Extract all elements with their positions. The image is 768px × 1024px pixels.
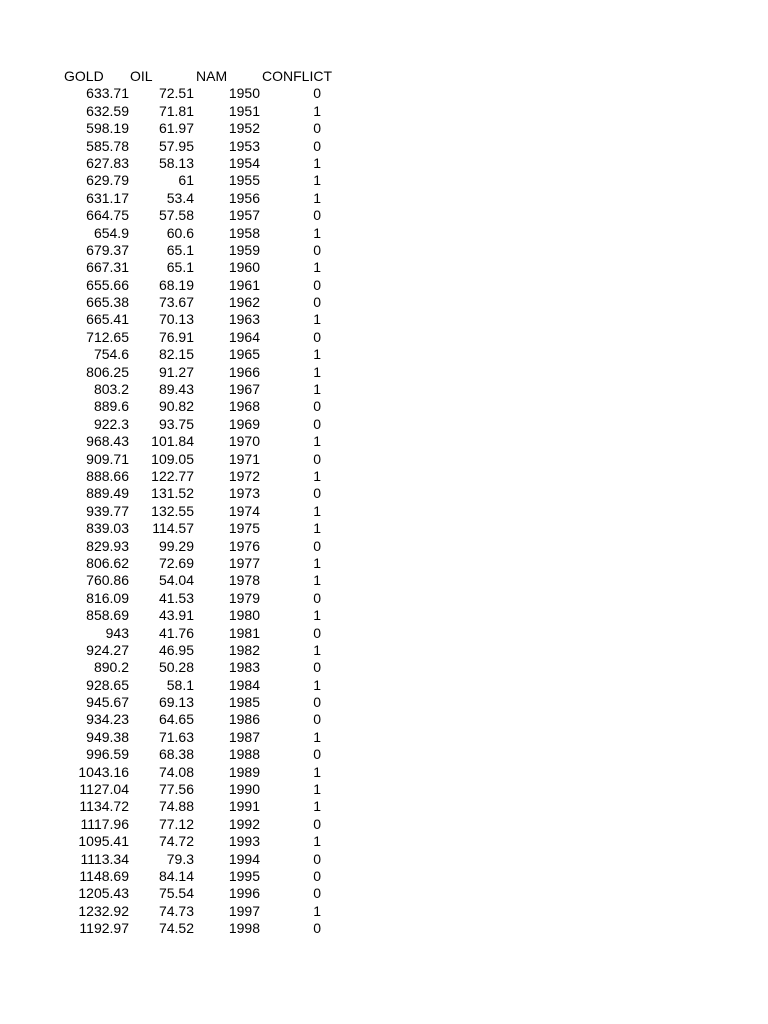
gold-cell: 679.37 (86, 241, 129, 258)
conflict-cell: 1 (313, 763, 321, 780)
table-row (64, 746, 326, 763)
table-row (64, 677, 326, 694)
conflict-cell: 1 (313, 607, 321, 624)
gold-cell: 858.69 (86, 607, 129, 624)
table-row (64, 225, 326, 242)
oil-cell: 82.15 (158, 346, 194, 363)
nam-cell: 1953 (228, 137, 260, 154)
conflict-cell: 1 (313, 433, 321, 450)
nam-cell: 1998 (228, 920, 260, 937)
nam-cell: 1988 (228, 746, 260, 763)
gold-cell: 803.2 (93, 381, 129, 398)
table-row (64, 277, 326, 294)
table-row (64, 207, 326, 224)
nam-cell: 1958 (228, 224, 260, 241)
gold-cell: 655.66 (86, 276, 129, 293)
conflict-cell: 1 (313, 224, 321, 241)
conflict-cell: 1 (313, 381, 321, 398)
oil-cell: 58.1 (166, 676, 194, 693)
nam-cell: 1984 (228, 676, 260, 693)
conflict-cell: 0 (313, 589, 321, 606)
table-row (64, 259, 326, 276)
table-row (64, 764, 326, 781)
gold-cell: 585.78 (86, 137, 129, 154)
table-row (64, 694, 326, 711)
conflict-cell: 1 (313, 189, 321, 206)
oil-cell: 74.72 (158, 833, 194, 850)
table-row (64, 381, 326, 398)
gold-cell: 633.71 (86, 85, 129, 102)
table-row (64, 103, 326, 120)
oil-cell: 91.27 (158, 363, 194, 380)
table-row (64, 642, 326, 659)
nam-cell: 1979 (228, 589, 260, 606)
gold-cell: 1205.43 (78, 885, 129, 902)
gold-cell: 1095.41 (78, 833, 129, 850)
table-row (64, 398, 326, 415)
table-row (64, 311, 326, 328)
nam-cell: 1954 (228, 154, 260, 171)
gold-cell: 665.41 (86, 311, 129, 328)
oil-cell: 72.69 (158, 554, 194, 571)
table-row (64, 138, 326, 155)
oil-cell: 93.75 (158, 415, 194, 432)
oil-cell: 61 (178, 172, 194, 189)
nam-cell: 1995 (228, 867, 260, 884)
table-row (64, 520, 326, 537)
conflict-cell: 1 (313, 641, 321, 658)
oil-cell: 41.53 (158, 589, 194, 606)
conflict-cell: 0 (313, 85, 321, 102)
gold-cell: 1148.69 (79, 867, 129, 884)
table-row (64, 85, 326, 102)
table-row (64, 190, 326, 207)
nam-cell: 1967 (228, 381, 260, 398)
conflict-cell: 0 (313, 694, 321, 711)
table-row (64, 659, 326, 676)
gold-cell: 1134.72 (79, 798, 129, 815)
table-row (64, 920, 326, 937)
nam-cell: 1963 (228, 311, 260, 328)
table-row (64, 625, 326, 642)
oil-cell: 109.05 (151, 450, 194, 467)
nam-cell: 1973 (228, 485, 260, 502)
table-row (64, 555, 326, 572)
oil-cell: 79.3 (166, 850, 194, 867)
conflict-cell: 0 (313, 120, 321, 137)
oil-cell: 61.97 (158, 120, 194, 137)
gold-cell: 943 (105, 624, 129, 641)
conflict-cell: 1 (313, 363, 321, 380)
nam-cell: 1971 (228, 450, 260, 467)
conflict-cell: 1 (313, 346, 321, 363)
gold-cell: 890.2 (93, 659, 129, 676)
oil-cell: 43.91 (158, 607, 194, 624)
conflict-cell: 0 (313, 885, 321, 902)
column-header-conflict: CONFLICT (262, 68, 332, 84)
nam-cell: 1992 (228, 815, 260, 832)
table-row (64, 781, 326, 798)
conflict-cell: 1 (313, 572, 321, 589)
conflict-cell: 0 (313, 746, 321, 763)
table-header-row (64, 68, 332, 85)
gold-cell: 1127.04 (79, 781, 129, 798)
oil-cell: 89.43 (158, 381, 194, 398)
nam-cell: 1990 (228, 781, 260, 798)
oil-cell: 58.13 (158, 154, 194, 171)
conflict-cell: 0 (313, 328, 321, 345)
nam-cell: 1986 (228, 711, 260, 728)
nam-cell: 1965 (228, 346, 260, 363)
nam-cell: 1977 (228, 554, 260, 571)
table-row (64, 155, 326, 172)
conflict-cell: 1 (313, 902, 321, 919)
table-row (64, 833, 326, 850)
conflict-cell: 1 (313, 833, 321, 850)
oil-cell: 101.84 (151, 433, 194, 450)
nam-cell: 1966 (228, 363, 260, 380)
table-row (64, 451, 326, 468)
oil-cell: 57.58 (158, 207, 194, 224)
nam-cell: 1976 (228, 537, 260, 554)
nam-cell: 1951 (228, 102, 260, 119)
nam-cell: 1993 (228, 833, 260, 850)
nam-cell: 1989 (228, 763, 260, 780)
nam-cell: 1980 (228, 607, 260, 624)
nam-cell: 1983 (228, 659, 260, 676)
conflict-cell: 0 (313, 815, 321, 832)
oil-cell: 41.76 (158, 624, 194, 641)
conflict-cell: 0 (313, 294, 321, 311)
oil-cell: 131.52 (151, 485, 194, 502)
conflict-cell: 1 (313, 520, 321, 537)
table-row (64, 851, 326, 868)
gold-cell: 712.65 (86, 328, 129, 345)
conflict-cell: 1 (313, 467, 321, 484)
oil-cell: 77.56 (158, 781, 194, 798)
nam-cell: 1975 (228, 520, 260, 537)
nam-cell: 1957 (228, 207, 260, 224)
table-row (64, 329, 326, 346)
gold-cell: 816.09 (86, 589, 129, 606)
table-body (64, 85, 326, 937)
oil-cell: 68.38 (158, 746, 194, 763)
nam-cell: 1959 (228, 241, 260, 258)
oil-cell: 72.51 (158, 85, 194, 102)
nam-cell: 1968 (228, 398, 260, 415)
table-row (64, 468, 326, 485)
table-row (64, 416, 326, 433)
nam-cell: 1972 (228, 467, 260, 484)
gold-cell: 922.3 (93, 415, 129, 432)
nam-cell: 1960 (228, 259, 260, 276)
nam-cell: 1970 (228, 433, 260, 450)
gold-cell: 664.75 (86, 207, 129, 224)
oil-cell: 57.95 (158, 137, 194, 154)
nam-cell: 1996 (228, 885, 260, 902)
conflict-cell: 1 (313, 311, 321, 328)
conflict-cell: 0 (313, 711, 321, 728)
gold-cell: 665.38 (86, 294, 129, 311)
nam-cell: 1961 (228, 276, 260, 293)
conflict-cell: 0 (313, 537, 321, 554)
oil-cell: 71.81 (158, 102, 194, 119)
table-row (64, 485, 326, 502)
nam-cell: 1985 (228, 694, 260, 711)
table-row (64, 798, 326, 815)
gold-cell: 909.71 (86, 450, 129, 467)
column-header-nam: NAM (196, 68, 228, 84)
oil-cell: 54.04 (158, 572, 194, 589)
conflict-cell: 0 (313, 920, 321, 937)
gold-cell: 829.93 (86, 537, 129, 554)
oil-cell: 60.6 (166, 224, 194, 241)
gold-cell: 889.6 (93, 398, 129, 415)
nam-cell: 1956 (228, 189, 260, 206)
gold-cell: 654.9 (93, 224, 129, 241)
conflict-cell: 0 (313, 850, 321, 867)
column-header-oil: OIL (130, 68, 153, 84)
oil-cell: 84.14 (158, 867, 194, 884)
conflict-cell: 1 (313, 554, 321, 571)
oil-cell: 73.67 (158, 294, 194, 311)
conflict-cell: 0 (313, 398, 321, 415)
gold-cell: 760.86 (86, 572, 129, 589)
gold-cell: 889.49 (86, 485, 129, 502)
conflict-cell: 1 (313, 102, 321, 119)
gold-cell: 629.79 (86, 172, 129, 189)
gold-cell: 667.31 (86, 259, 129, 276)
oil-cell: 50.28 (158, 659, 194, 676)
conflict-cell: 0 (313, 415, 321, 432)
gold-cell: 1043.16 (78, 763, 129, 780)
table-row (64, 364, 326, 381)
gold-cell: 806.25 (86, 363, 129, 380)
conflict-cell: 1 (313, 154, 321, 171)
nam-cell: 1978 (228, 572, 260, 589)
table-row (64, 868, 326, 885)
data-table (64, 68, 332, 938)
conflict-cell: 0 (313, 624, 321, 641)
nam-cell: 1952 (228, 120, 260, 137)
table-row (64, 885, 326, 902)
gold-cell: 1117.96 (80, 815, 129, 832)
oil-cell: 74.08 (158, 763, 194, 780)
gold-cell: 632.59 (86, 102, 129, 119)
nam-cell: 1950 (228, 85, 260, 102)
conflict-cell: 1 (313, 502, 321, 519)
oil-cell: 70.13 (158, 311, 194, 328)
conflict-cell: 1 (313, 798, 321, 815)
conflict-cell: 1 (313, 676, 321, 693)
oil-cell: 90.82 (158, 398, 194, 415)
oil-cell: 65.1 (166, 259, 194, 276)
table-row (64, 294, 326, 311)
table-row (64, 503, 326, 520)
nam-cell: 1969 (228, 415, 260, 432)
oil-cell: 46.95 (158, 641, 194, 658)
conflict-cell: 0 (313, 276, 321, 293)
conflict-cell: 1 (313, 781, 321, 798)
gold-cell: 839.03 (86, 520, 129, 537)
oil-cell: 68.19 (158, 276, 194, 293)
gold-cell: 1113.34 (80, 850, 129, 867)
gold-cell: 1232.92 (78, 902, 129, 919)
oil-cell: 74.52 (158, 920, 194, 937)
gold-cell: 928.65 (86, 676, 129, 693)
gold-cell: 939.77 (86, 502, 129, 519)
oil-cell: 74.73 (158, 902, 194, 919)
oil-cell: 122.77 (151, 467, 194, 484)
gold-cell: 968.43 (86, 433, 129, 450)
table-row (64, 242, 326, 259)
conflict-cell: 1 (313, 728, 321, 745)
gold-cell: 924.27 (86, 641, 129, 658)
oil-cell: 64.65 (158, 711, 194, 728)
conflict-cell: 0 (313, 137, 321, 154)
conflict-cell: 0 (313, 241, 321, 258)
conflict-cell: 0 (313, 485, 321, 502)
oil-cell: 99.29 (158, 537, 194, 554)
gold-cell: 631.17 (86, 189, 129, 206)
nam-cell: 1982 (228, 641, 260, 658)
oil-cell: 71.63 (158, 728, 194, 745)
table-row (64, 433, 326, 450)
conflict-cell: 0 (313, 450, 321, 467)
conflict-cell: 0 (313, 207, 321, 224)
oil-cell: 76.91 (158, 328, 194, 345)
gold-cell: 945.67 (86, 694, 129, 711)
nam-cell: 1997 (228, 902, 260, 919)
oil-cell: 65.1 (166, 241, 194, 258)
nam-cell: 1955 (228, 172, 260, 189)
gold-cell: 754.6 (93, 346, 129, 363)
oil-cell: 132.55 (151, 502, 194, 519)
table-row (64, 590, 326, 607)
nam-cell: 1991 (228, 798, 260, 815)
table-row (64, 120, 326, 137)
table-row (64, 729, 326, 746)
nam-cell: 1994 (228, 850, 260, 867)
table-row (64, 346, 326, 363)
nam-cell: 1964 (228, 328, 260, 345)
table-row (64, 607, 326, 624)
gold-cell: 598.19 (86, 120, 129, 137)
table-row (64, 816, 326, 833)
gold-cell: 949.38 (86, 728, 129, 745)
gold-cell: 806.62 (86, 554, 129, 571)
table-row (64, 903, 326, 920)
table-row (64, 172, 326, 189)
gold-cell: 627.83 (86, 154, 129, 171)
gold-cell: 888.66 (86, 467, 129, 484)
table-row (64, 711, 326, 728)
gold-cell: 1192.97 (79, 920, 129, 937)
conflict-cell: 0 (313, 867, 321, 884)
nam-cell: 1974 (228, 502, 260, 519)
gold-cell: 996.59 (86, 746, 129, 763)
oil-cell: 53.4 (166, 189, 194, 206)
conflict-cell: 0 (313, 659, 321, 676)
table-row (64, 538, 326, 555)
oil-cell: 69.13 (158, 694, 194, 711)
conflict-cell: 1 (313, 259, 321, 276)
nam-cell: 1981 (228, 624, 260, 641)
nam-cell: 1962 (228, 294, 260, 311)
table-row (64, 572, 326, 589)
oil-cell: 75.54 (158, 885, 194, 902)
oil-cell: 74.88 (158, 798, 194, 815)
column-header-gold: GOLD (64, 68, 104, 84)
conflict-cell: 1 (313, 172, 321, 189)
oil-cell: 114.57 (152, 520, 194, 537)
oil-cell: 77.12 (158, 815, 194, 832)
nam-cell: 1987 (228, 728, 260, 745)
gold-cell: 934.23 (86, 711, 129, 728)
